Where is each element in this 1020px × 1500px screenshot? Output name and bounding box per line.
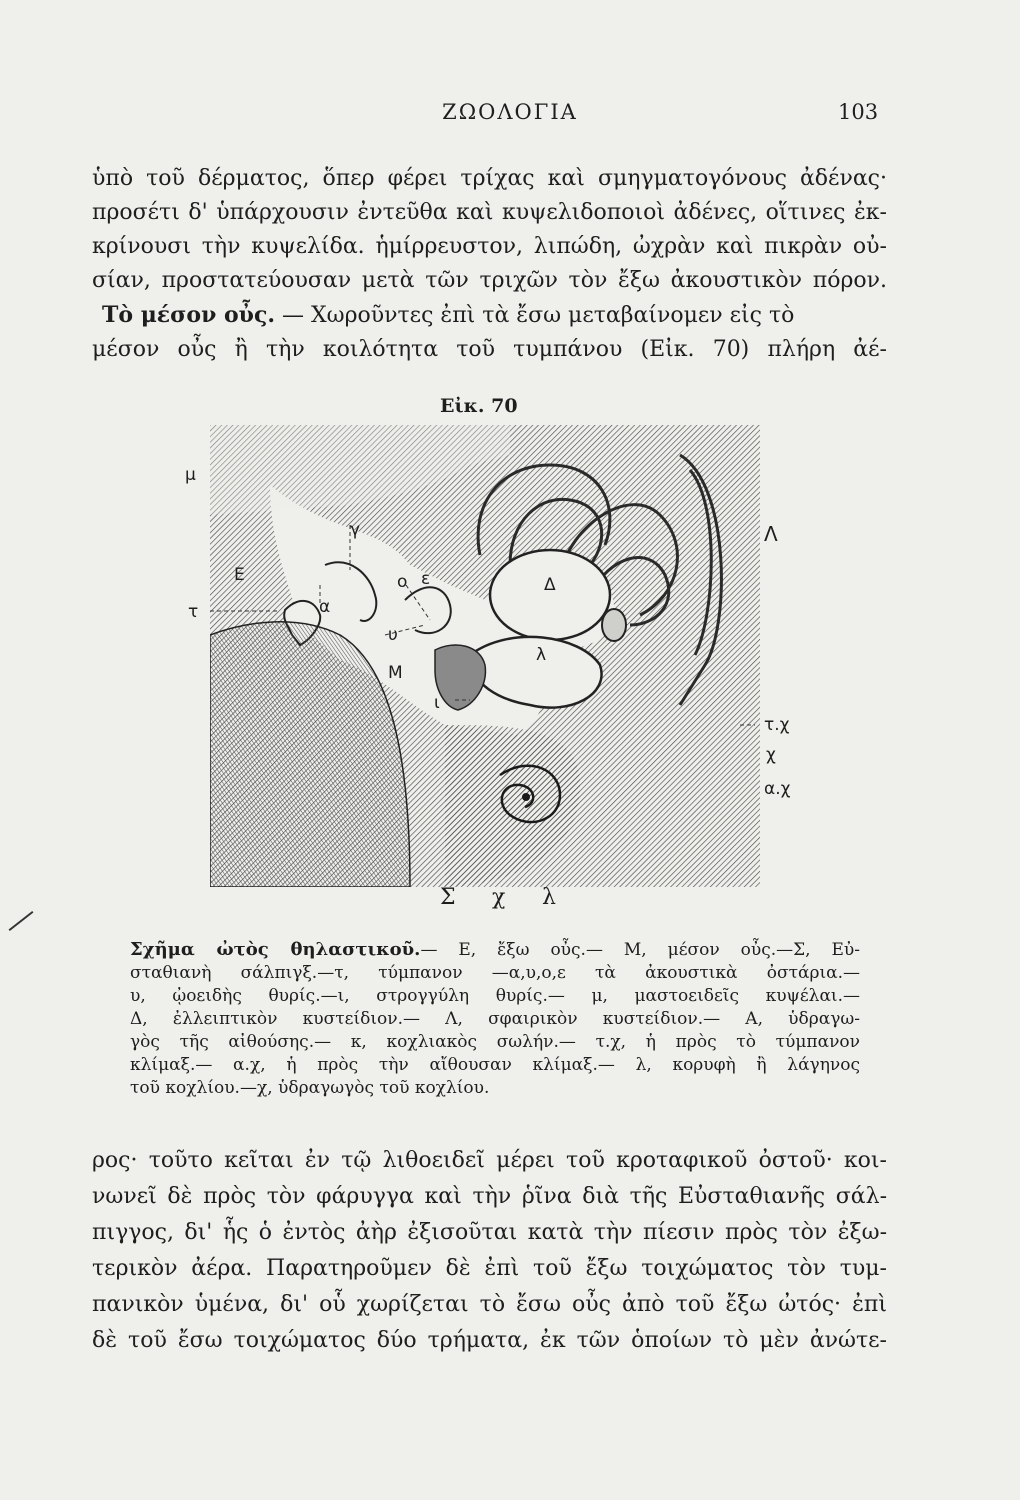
caption-line: Σχῆμα ὠτὸς θηλαστικοῦ.— Ε, ἔξω οὖς.— Μ, μέσον οὖς.—Σ, Εὐ-	[130, 939, 860, 960]
figure-caption	[130, 938, 860, 1100]
label-chi: χ	[766, 745, 776, 765]
label-epsilon: ε	[421, 569, 431, 589]
label-lambda-bottom: λ	[542, 885, 556, 910]
caption-line: Δ, ἐλλειπτικὸν κυστείδιον.— Λ, σφαιρικὸν κυστείδιον.— Α, ὑδραγω-	[130, 1009, 860, 1029]
caption-line: σταθιανὴ σάλπιγξ.—τ, τύμπανον —α,υ,ο,ε τὰ ἀκουστικὰ ὀστάρια.—	[130, 963, 860, 983]
label-upsilon: υ	[388, 625, 398, 645]
text-line: σίαν, προστατεύουσαν μετὰ τῶν τριχῶν τὸν ἔξω ἀκουστικὸν πόρον.	[92, 268, 887, 293]
caption-line: τοῦ κοχλίου.—χ, ὑδραγωγὸς τοῦ κοχλίου.	[130, 1078, 490, 1098]
label-chi-bottom: χ	[492, 885, 506, 910]
subheading: Τὸ μέσον οὖς.	[102, 302, 275, 328]
text-line: μέσον οὖς ἢ τὴν κοιλότητα τοῦ τυμπάνου (Εἰκ. 70) πλήρη ἀέ-	[92, 337, 887, 362]
label-alpha: α	[319, 597, 331, 617]
text-line: προσέτι δ' ὑπάρχουσιν ἐντεῦθα καὶ κυψελιδοποιοὶ ἀδένες, οἵτινες ἐκ-	[92, 200, 887, 225]
label-iota: ι	[434, 693, 440, 713]
label-o: ο	[397, 572, 408, 592]
text-line: πιγγος, δι' ἧς ὁ ἐντὸς ἀὴρ ἐξισοῦται κατὰ τὴν πίεσιν πρὸς τὸν ἐξω-	[92, 1220, 887, 1245]
label-M: Μ	[388, 663, 403, 683]
label-lambda: λ	[536, 645, 547, 665]
label-alpha-chi: α.χ	[764, 779, 791, 799]
utricle	[490, 550, 610, 640]
ear-diagram-drawing	[210, 425, 760, 887]
bottom-paragraph	[92, 1143, 887, 1359]
caption-line: κλίμαξ.— α.χ, ἡ πρὸς τὴν αἴθουσαν κλίμαξ.— λ, κορυφὴ ἢ λάγηνος	[130, 1055, 860, 1075]
figure-label: Εἰκ. 70	[440, 395, 518, 417]
page-number: 103	[838, 100, 879, 124]
text-line: δὲ τοῦ ἔσω τοιχώματος δύο τρήματα, ἐκ τῶν ὁποίων τὸ μὲν ἀνώτε-	[92, 1328, 887, 1353]
text-line: ὑπὸ τοῦ δέρματος, ὅπερ φέρει τρίχας καὶ σμηγματογόνους ἀδένας·	[92, 166, 887, 191]
ampulla	[602, 609, 626, 641]
label-tau-chi: τ.χ	[764, 715, 790, 735]
label-tau: τ	[188, 602, 199, 622]
caption-line: γὸς τῆς αἰθούσης.— κ, κοχλιακὸς σωλήν.— τ.χ, ἡ πρὸς τὸ τύμπανον	[130, 1032, 860, 1052]
text-line: τερικὸν ἀέρα. Παρατηροῦμεν δὲ ἐπὶ τοῦ ἔξω τοιχώματος τὸν τυμ-	[92, 1256, 887, 1281]
subheading-line	[92, 298, 887, 333]
text-line: ρος· τοῦτο κεῖται ἐν τῷ λιθοειδεῖ μέρει τοῦ κροταφικοῦ ὀστοῦ· κοι-	[92, 1148, 887, 1173]
label-Delta: Δ	[544, 575, 556, 595]
label-mu: μ	[185, 465, 196, 485]
caption-title: Σχῆμα ὠτὸς θηλαστικοῦ.	[130, 939, 421, 960]
label-gamma: γ	[350, 520, 361, 540]
text-line: πανικὸν ὑμένα, δι' οὗ χωρίζεται τὸ ἔσω οὖς ἀπὸ τοῦ ἔξω ὠτός· ἐπὶ	[92, 1292, 887, 1317]
margin-mark	[9, 911, 34, 931]
label-Lambda: Λ	[764, 522, 778, 546]
running-header: ΖΩΟΛΟΓΙΑ	[442, 100, 578, 124]
ear-diagram	[185, 425, 791, 887]
subheading-rest: — Χωροῦντες ἐπὶ τὰ ἔσω μεταβαίνομεν εἰς τὸ	[275, 303, 795, 328]
label-E: Ε	[234, 565, 245, 585]
text-line: κρίνουσι τὴν κυψελίδα. ἡμίρρευστον, λιπώδη, ὠχρὰν καὶ πικρὰν οὐ-	[92, 234, 887, 259]
label-Sigma: Σ	[440, 885, 456, 910]
top-paragraph	[92, 162, 887, 367]
caption-line: υ, ᾠοειδὴς θυρίς.—ι, στρογγύλη θυρίς.— μ, μαστοειδεῖς κυψέλαι.—	[130, 986, 860, 1006]
text-line: νωνεῖ δὲ πρὸς τὸν φάρυγγα καὶ τὴν ῥῖνα διὰ τῆς Εὐσταθιανῆς σάλ-	[92, 1184, 887, 1209]
